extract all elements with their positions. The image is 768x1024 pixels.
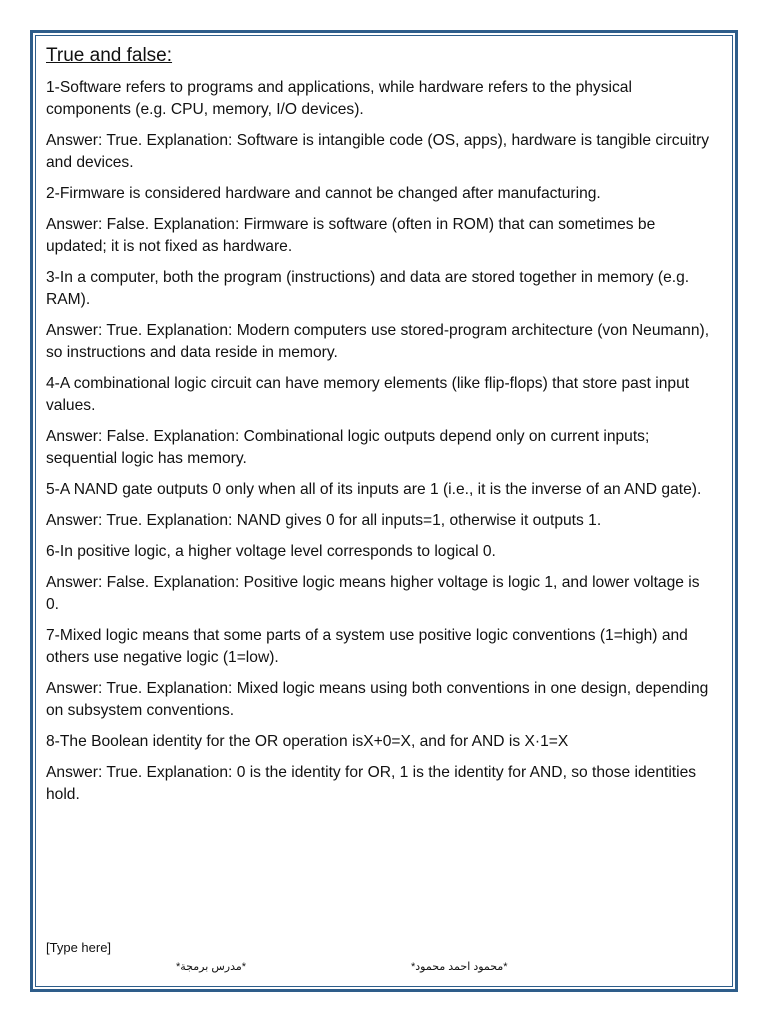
question-3: 3-In a computer, both the program (instructions) and data are stored together in memory (e.g. RAM). <box>46 269 690 308</box>
answer-6: Answer: False. Explanation: Positive logic means higher voltage is logic 1, and lower voltage is 0. <box>46 574 700 613</box>
question-8: 8-The Boolean identity for the OR operation isX+0=X, and for AND is X·1=X <box>46 733 569 750</box>
answer-5: Answer: True. Explanation: NAND gives 0 for all inputs=1, otherwise it outputs 1. <box>46 512 602 529</box>
footer-teacher-note: *مدرس برمجة* <box>176 961 247 973</box>
answer-3: Answer: True. Explanation: Modern computers use stored-program architecture (von Neumann), so instructions and data reside in memory. <box>46 322 710 361</box>
question-5: 5-A NAND gate outputs 0 only when all of its inputs are 1 (i.e., it is the inverse of an AND gate). <box>46 481 702 498</box>
answer-1: Answer: True. Explanation: Software is intangible code (OS, apps), hardware is tangible circuitry and devices. <box>46 132 710 171</box>
question-6: 6-In positive logic, a higher voltage level corresponds to logical 0. <box>46 543 496 560</box>
question-7: 7-Mixed logic means that some parts of a system use positive logic conventions (1=high) and others use negative logic (1=low). <box>46 627 688 666</box>
answer-8: Answer: True. Explanation: 0 is the identity for OR, 1 is the identity for AND, so those identities hold. <box>46 764 697 803</box>
answer-4: Answer: False. Explanation: Combinational logic outputs depend only on current inputs; sequential logic has memory. <box>46 428 650 467</box>
question-1: 1-Software refers to programs and applications, while hardware refers to the physical components (e.g. CPU, memory, I/O devices). <box>46 79 632 118</box>
answer-7: Answer: True. Explanation: Mixed logic means using both conventions in one design, depending on subsystem conventions. <box>46 680 709 719</box>
footer-placeholder[interactable]: [Type here] <box>46 940 112 955</box>
question-4: 4-A combinational logic circuit can have memory elements (like flip-flops) that store past input values. <box>46 375 690 414</box>
answer-2: Answer: False. Explanation: Firmware is software (often in ROM) that can sometimes be updated; it is not fixed as hardware. <box>46 216 656 255</box>
question-2: 2-Firmware is considered hardware and cannot be changed after manufacturing. <box>46 185 601 202</box>
footer-author-name: *محمود احمد محمود* <box>411 961 508 973</box>
document-body <box>46 44 716 815</box>
section-title: True and false: <box>46 45 173 66</box>
